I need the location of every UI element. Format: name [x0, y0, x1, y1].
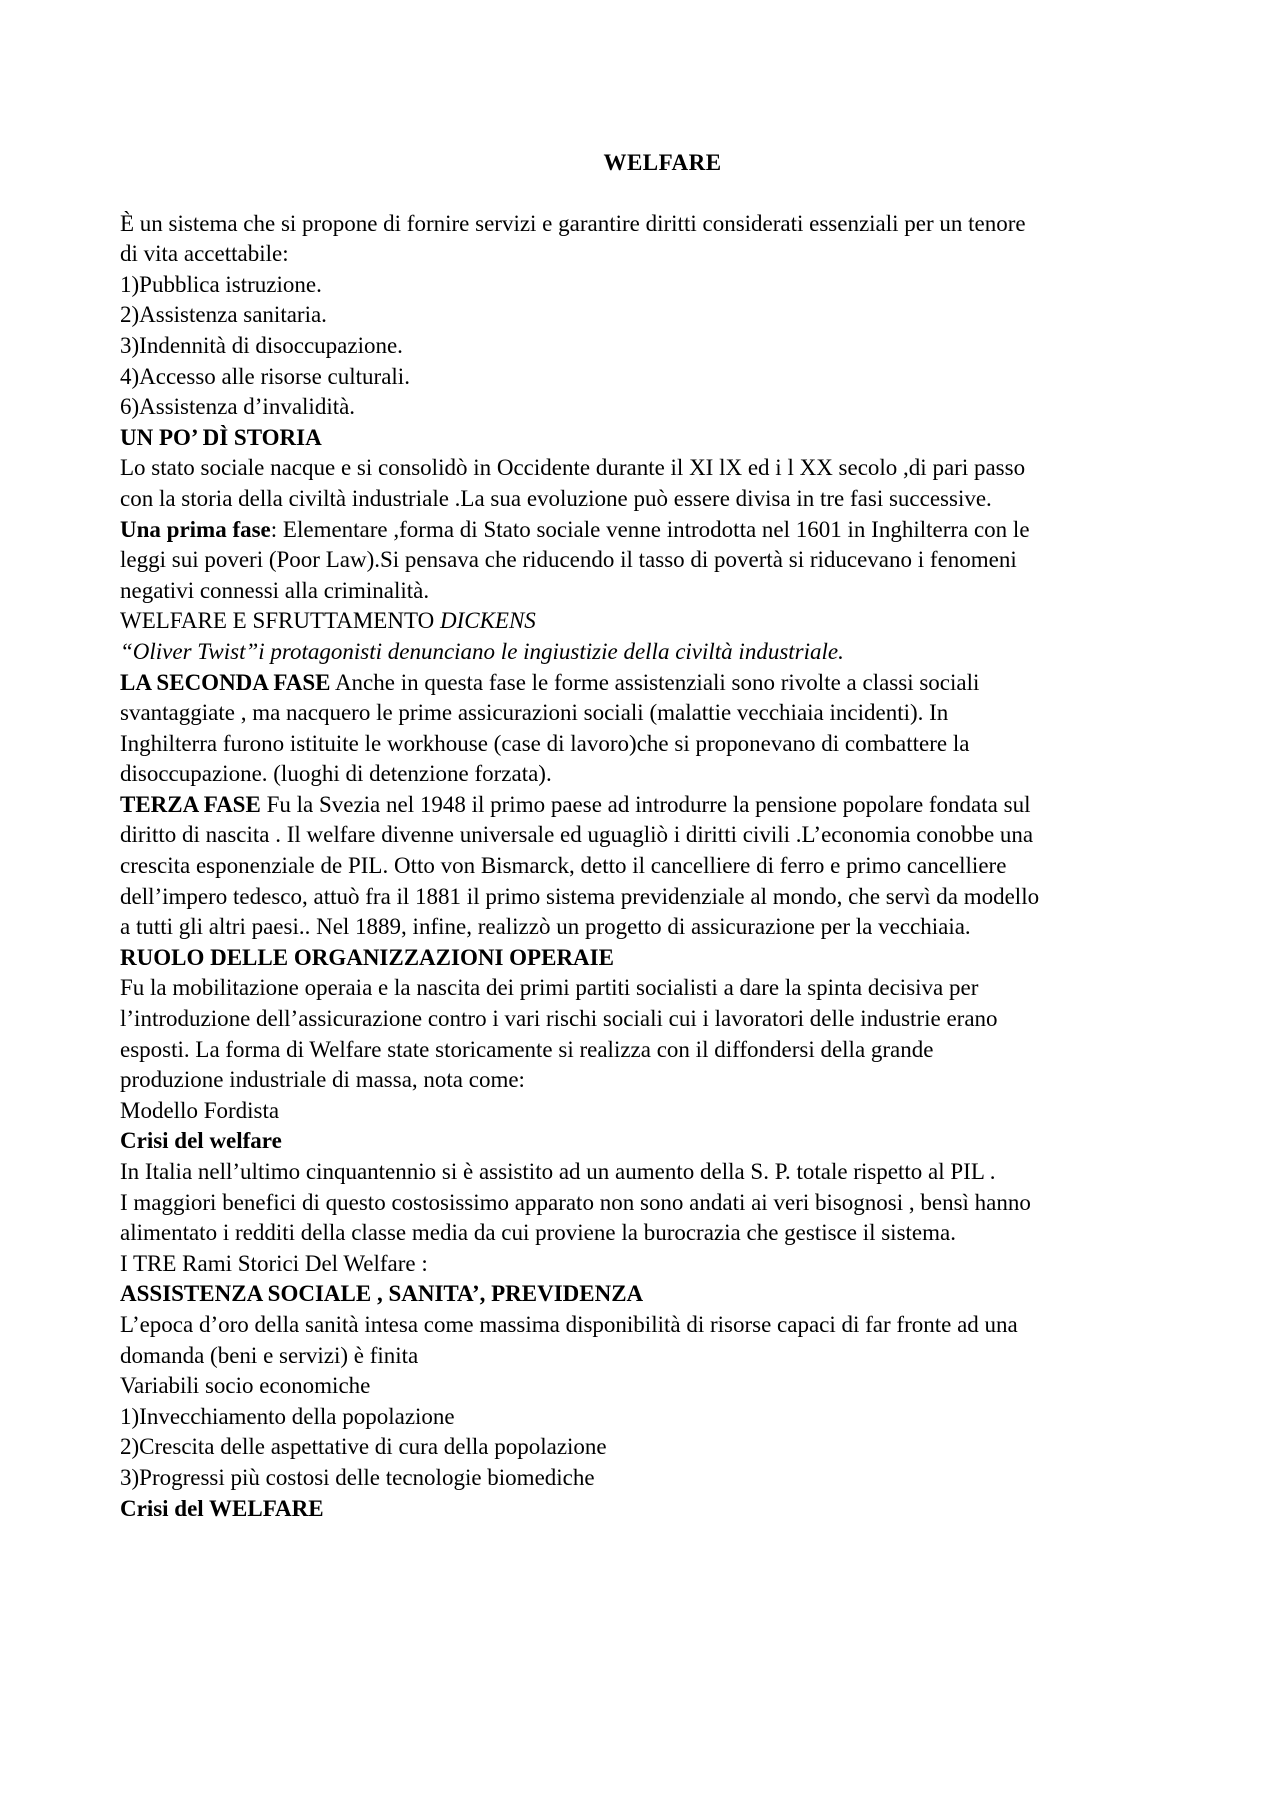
paragraph-line: negativi connessi alla criminalità.	[120, 577, 430, 603]
italic-author: DICKENS	[439, 608, 536, 634]
list-item: 2)Assistenza sanitaria.	[120, 302, 327, 328]
paragraph-line: Variabili socio economiche	[120, 1373, 371, 1399]
paragraph-line: Inghilterra furono istituite le workhouse (case di lavoro)che si proponevano di combattere la	[120, 730, 970, 756]
paragraph-line: diritto di nascita . Il welfare divenne universale ed uguagliò i diritti civili .L’economia conobbe una	[120, 822, 1034, 848]
list-item: 3)Indennità di disoccupazione.	[120, 332, 403, 358]
inline-heading: TERZA FASE	[120, 791, 261, 817]
paragraph-line	[120, 790, 1165, 821]
paragraph-line: I TRE Rami Storici Del Welfare :	[120, 1250, 428, 1276]
paragraph-line: di vita accettabile:	[120, 241, 289, 267]
list-item: 2)Crescita delle aspettative di cura della popolazione	[120, 1434, 607, 1460]
document-body	[120, 148, 1165, 1524]
list-item: 1)Pubblica istruzione.	[120, 271, 322, 297]
paragraph-line	[120, 515, 1165, 546]
paragraph-line: domanda (beni e servizi) è finita	[120, 1342, 419, 1368]
section-heading-storia: UN PO’ DÌ STORIA	[120, 424, 322, 450]
paragraph-line: produzione industriale di massa, nota come:	[120, 1067, 525, 1093]
section-heading-crisi-welfare: Crisi del WELFARE	[120, 1495, 324, 1521]
section-heading-rami: ASSISTENZA SOCIALE , SANITA’, PREVIDENZA	[120, 1281, 644, 1307]
inline-heading: LA SECONDA FASE	[120, 669, 331, 695]
italic-paragraph-line: “Oliver Twist”i protagonisti denunciano le ingiustizie della civiltà industriale.	[120, 638, 844, 664]
list-item: 3)Progressi più costosi delle tecnologie biomediche	[120, 1464, 595, 1490]
list-item: 6)Assistenza d’invalidità.	[120, 394, 356, 420]
paragraph-line: crescita esponenziale de PIL. Otto von Bismarck, detto il cancelliere di ferro e primo cancelliere	[120, 853, 1007, 879]
paragraph-line: È un sistema che si propone di fornire servizi e garantire diritti considerati essenziali per un tenore	[120, 210, 1026, 236]
paragraph-line: Fu la mobilitazione operaia e la nascita dei primi partiti socialisti a dare la spinta decisiva per	[120, 975, 979, 1001]
paragraph-text: Fu la Svezia nel 1948 il primo paese ad introdurre la pensione popolare fondata sul	[260, 791, 1031, 817]
paragraph-line: leggi sui poveri (Poor Law).Si pensava che riducendo il tasso di povertà si riducevano i fenomeni	[120, 547, 1017, 573]
document-title: WELFARE	[603, 150, 722, 175]
paragraph-line: L’epoca d’oro della sanità intesa come massima disponibilità di risorse capaci di far fronte ad una	[120, 1311, 1018, 1337]
paragraph-line	[120, 606, 1165, 637]
list-item: 1)Invecchiamento della popolazione	[120, 1403, 455, 1429]
paragraph-line: In Italia nell’ultimo cinquantennio si è assistito ad un aumento della S. P. totale rispetto al PIL .	[120, 1159, 996, 1184]
list-item: 4)Accesso alle risorse culturali.	[120, 363, 410, 389]
section-heading-ruolo: RUOLO DELLE ORGANIZZAZIONI OPERAIE	[120, 944, 614, 970]
section-heading-crisi: Crisi del welfare	[120, 1128, 282, 1154]
paragraph-line: disoccupazione. (luoghi di detenzione forzata).	[120, 761, 552, 787]
paragraph-line: con la storia della civiltà industriale .La sua evoluzione può essere divisa in tre fasi successive.	[120, 485, 992, 511]
paragraph-line: Modello Fordista	[120, 1097, 280, 1123]
paragraph-text: Anche in questa fase le forme assistenziali sono rivolte a classi sociali	[330, 669, 980, 695]
paragraph-line: alimentato i redditi della classe media da cui proviene la burocrazia che gestisce il sistema.	[120, 1220, 956, 1246]
paragraph-text: WELFARE E SFRUTTAMENTO	[120, 608, 440, 634]
paragraph-line: svantaggiate , ma nacquero le prime assicurazioni sociali (malattie vecchiaia incidenti). In	[120, 700, 949, 726]
paragraph-line: a tutti gli altri paesi.. Nel 1889, infine, realizzò un progetto di assicurazione per la vecchiaia.	[120, 914, 971, 940]
inline-heading: Una prima fase	[120, 516, 271, 542]
paragraph-line	[120, 668, 1165, 699]
paragraph-line: l’introduzione dell’assicurazione contro i vari rischi sociali cui i lavoratori delle industrie erano	[120, 1006, 998, 1032]
paragraph-line: dell’impero tedesco, attuò fra il 1881 il primo sistema previdenziale al mondo, che servì da modello	[120, 883, 1040, 909]
paragraph-line: I maggiori benefici di questo costosissimo apparato non sono andati ai veri bisognosi , bensì hanno	[120, 1189, 1031, 1215]
paragraph-line: Lo stato sociale nacque e si consolidò in Occidente durante il XI lX ed i l XX secolo ,di pari passo	[120, 455, 1026, 481]
paragraph-text: : Elementare ,forma di Stato sociale venne introdotta nel 1601 in Inghilterra con le	[270, 516, 1030, 542]
paragraph-line: esposti. La forma di Welfare state storicamente si realizza con il diffondersi della grande	[120, 1036, 934, 1062]
